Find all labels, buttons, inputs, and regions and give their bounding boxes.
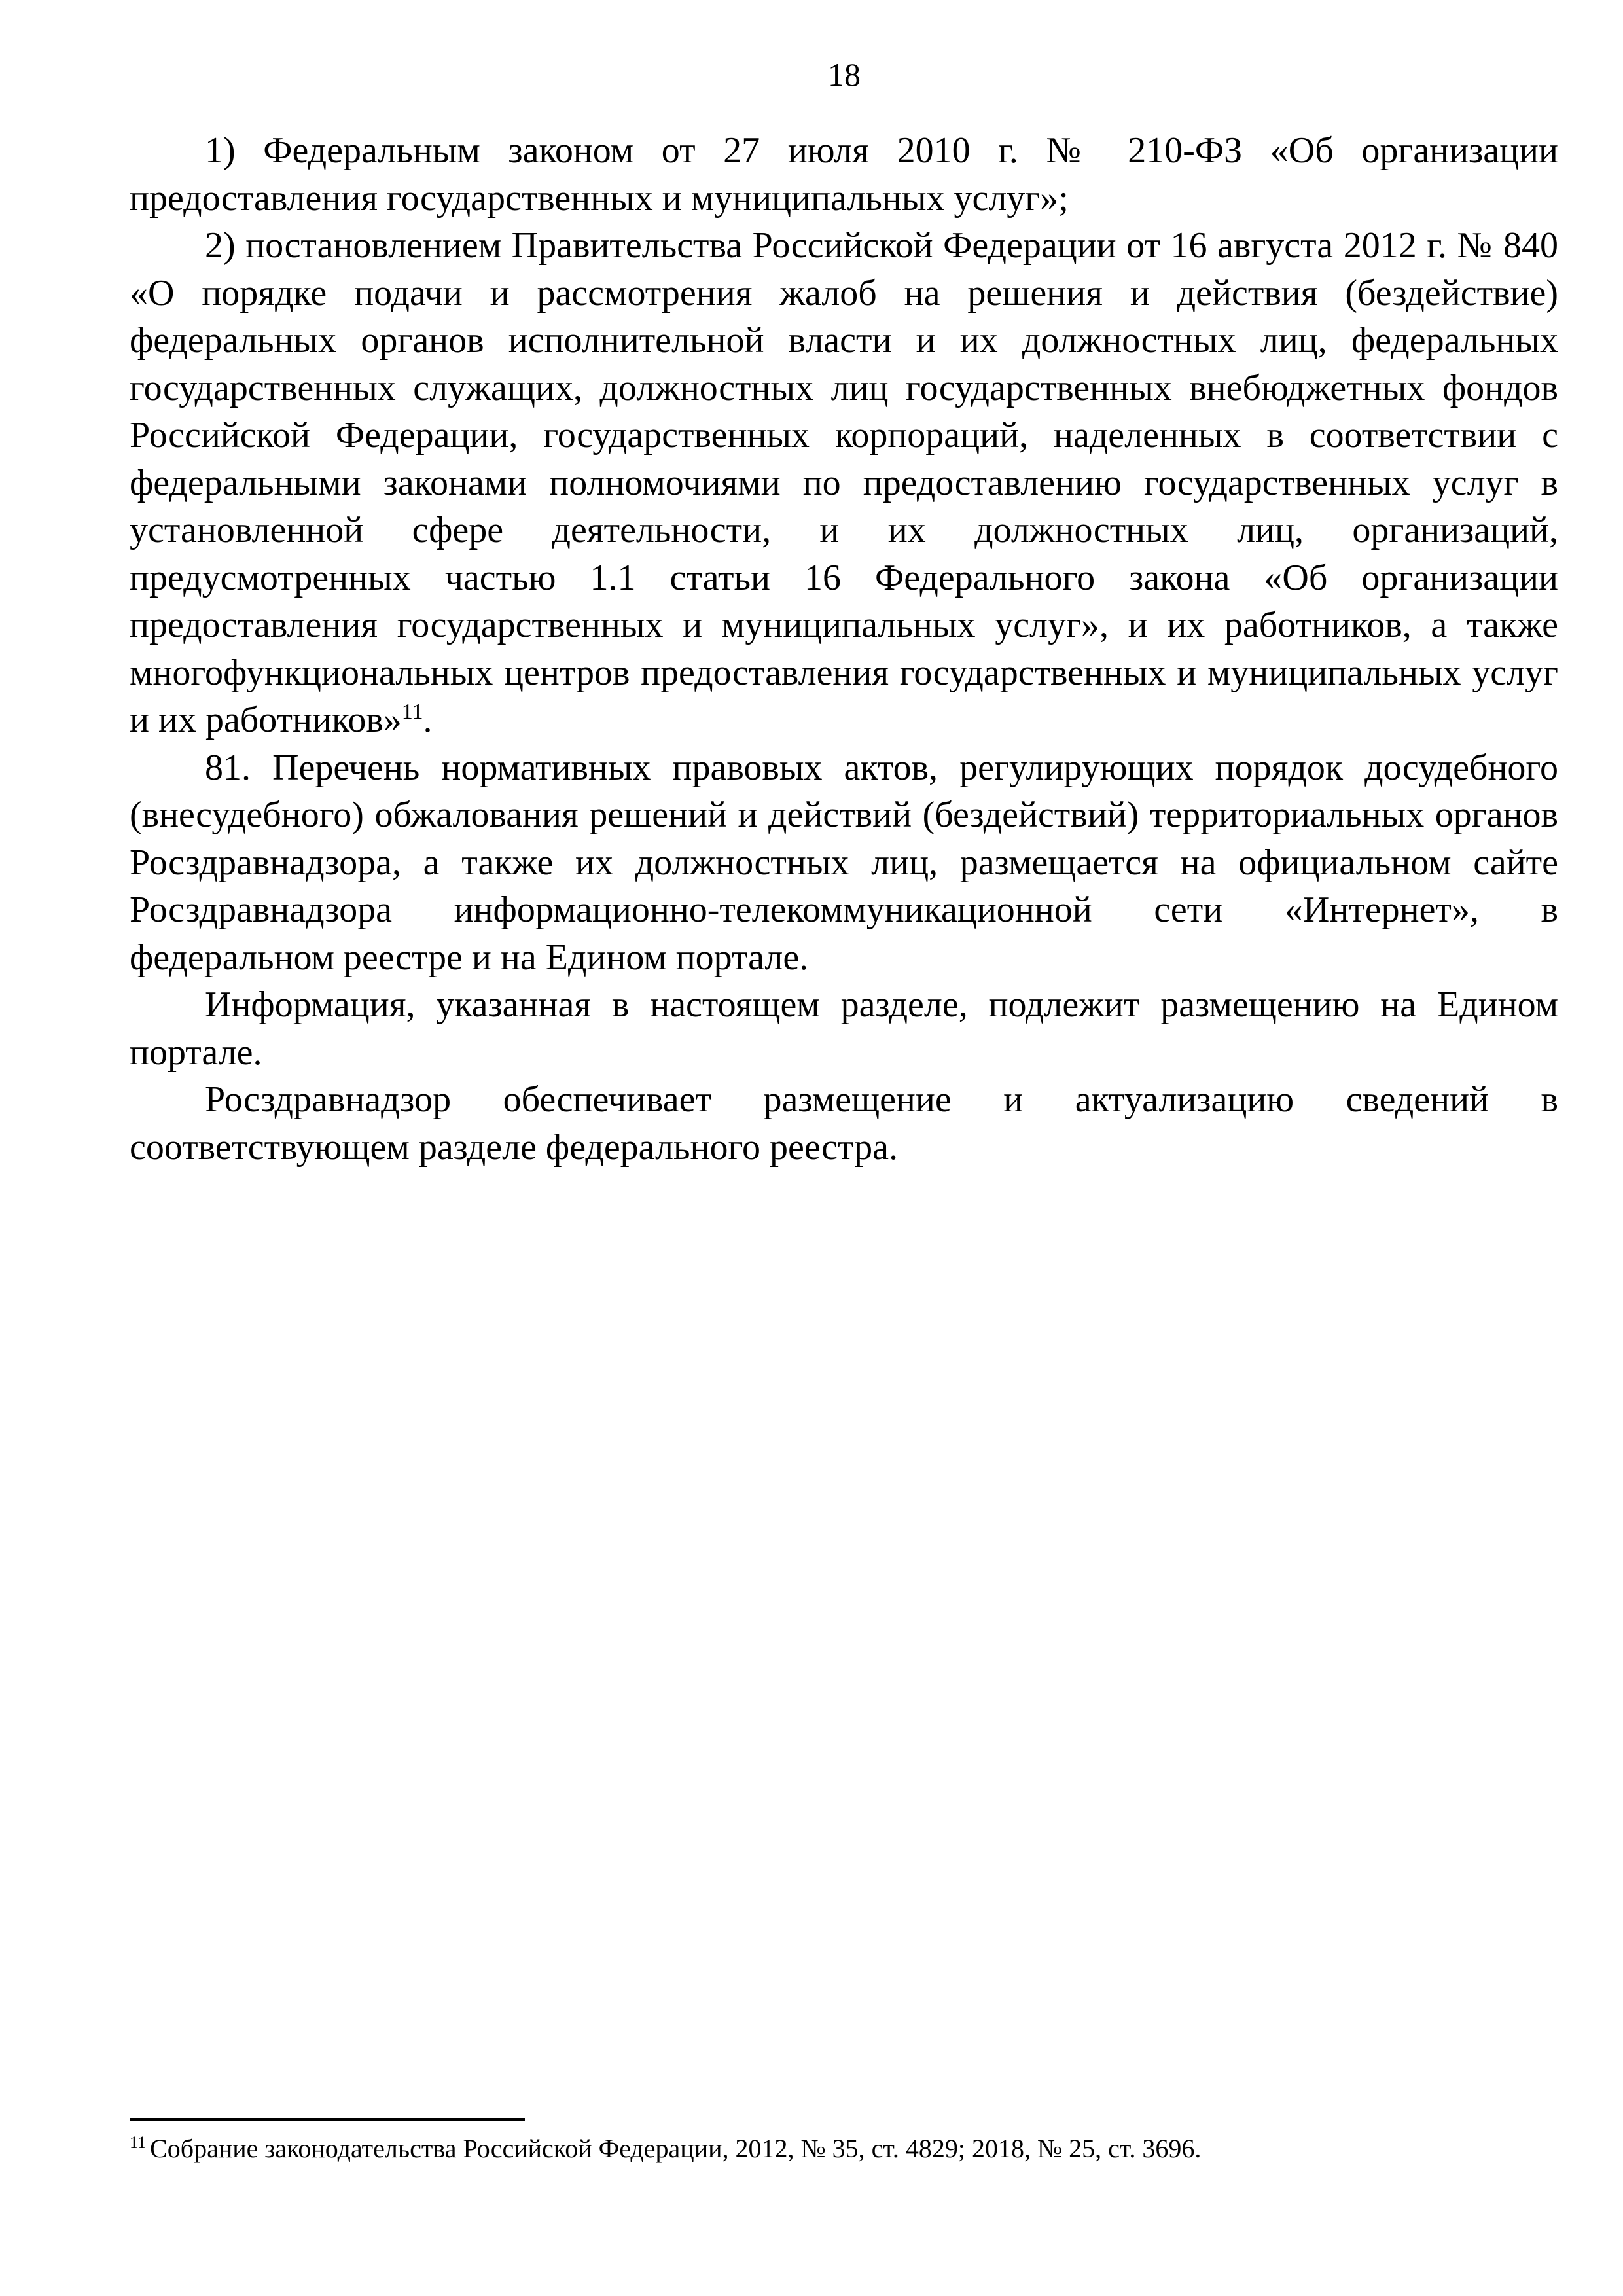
footnote-separator	[130, 2118, 525, 2121]
footnote-text: Собрание законодательства Российской Федерации, 2012, № 35, ст. 4829; 2018, № 25, ст. 3696.	[150, 2134, 1202, 2163]
paragraph-list-item-2	[130, 222, 1558, 744]
paragraph-81: 81. Перечень нормативных правовых актов, регулирующих порядок досудебного (внесудебного) обжалования решений и действий (бездействий) территориальных органов Росздравнадзора, а также их должностных лиц, размещается на официальном сайте Росздравнадзора информационно-телекоммуникационной сети «Интернет», в федеральном реестре и на Едином портале.	[130, 747, 1558, 978]
footnote-reference: 11	[401, 700, 423, 724]
paragraph-roszdravnadzor: Росздравнадзор обеспечивает размещение и актуализацию сведений в соответствующем разделе федерального реестра.	[130, 1079, 1558, 1168]
document-body	[130, 127, 1558, 1171]
paragraph-list-item-1: 1) Федеральным законом от 27 июля 2010 г. № 210-ФЗ «Об организации предоставления государственных и муниципальных услуг»;	[130, 130, 1558, 219]
page-number: 18	[828, 56, 861, 93]
paragraph-list-item-2-text: 2) постановлением Правительства Российской Федерации от 16 августа 2012 г. № 840 «О порядке подачи и рассмотрения жалоб на решения и действия (бездействие) федеральных органов исполнительной власти и их должностных лиц, федеральных государственных служащих, должностных лиц государственных внебюджетных фондов Российской Федерации, государственных корпораций, наделенных в соответствии с федеральными законами полномочиями по предоставлению государственных услуг в установленной сфере деятельности, и их должностных лиц, организаций, предусмотренных частью 1.1 статьи 16 Федерального закона «Об организации предоставления государственных и муниципальных услуг», и их работников, а также многофункциональных центров предоставления государственных и муниципальных услуг и их работников»	[130, 225, 1558, 740]
paragraph-list-item-2-end: .	[423, 700, 433, 740]
paragraph-information: Информация, указанная в настоящем разделе, подлежит размещению на Едином портале.	[130, 984, 1558, 1073]
footnote-number: 11	[130, 2133, 147, 2152]
footnote	[130, 2132, 1558, 2165]
